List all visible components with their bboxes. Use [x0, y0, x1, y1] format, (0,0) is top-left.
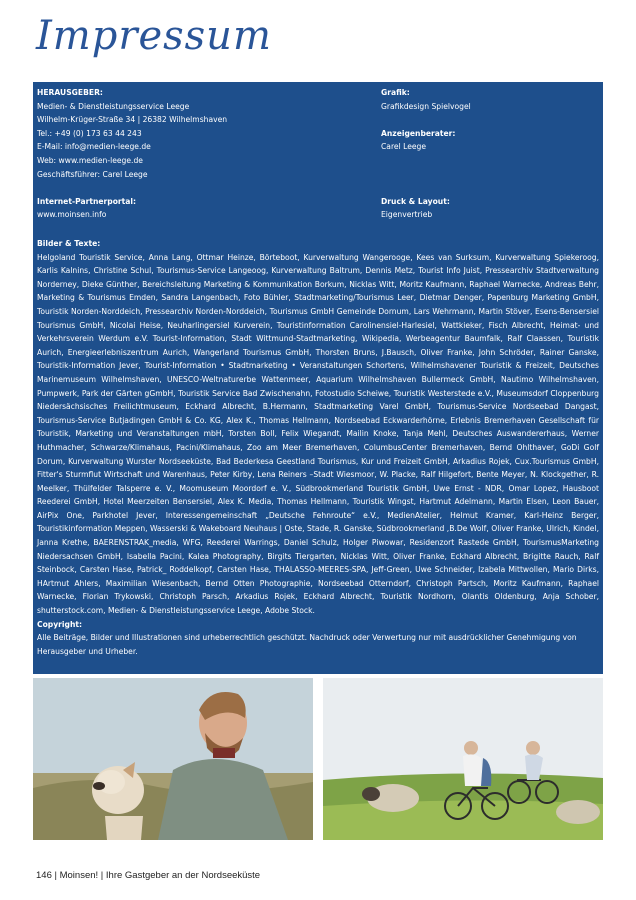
page-footer: 146 | Moinsen! | Ihre Gastgeber an der Nordseeküste [36, 870, 261, 881]
anzeigen-heading: Anzeigenberater: [381, 128, 456, 138]
druck-value: Eigenvertrieb [381, 210, 433, 220]
internet-heading: Internet-Partnerportal: [37, 196, 137, 206]
copyright-heading: Copyright: [37, 619, 83, 629]
internet-value: www.moinsen.info [37, 210, 107, 220]
photo-man-with-dog [33, 678, 313, 840]
grafik-value: Grafikdesign Spielvogel [381, 101, 471, 111]
publisher-line: Tel.: +49 (0) 173 63 44 243 [37, 128, 142, 138]
credits-heading: Bilder & Texte: [37, 239, 101, 248]
publisher-line: Wilhelm-Krüger-Straße 34 | 26382 Wilhelmshaven [37, 115, 228, 125]
copyright-text: Alle Beiträge, Bilder und Illustrationen sind urheberrechtlich geschützt. Nachdruck oder Verwertung nur mit ausdrücklicher Genehmigung von Herausgeber und Urheber. [37, 633, 577, 656]
publisher-line: Web: www.medien-leege.de [37, 155, 143, 165]
cyclists-dike-illustration [323, 678, 603, 840]
publisher-line: Geschäftsführer: Carel Leege [37, 169, 148, 179]
druck-heading: Druck & Layout: [381, 196, 450, 206]
page-title: Impressum [36, 13, 272, 59]
anzeigen-value: Carel Leege [381, 142, 427, 152]
photo-cyclists-dike [323, 678, 603, 840]
production-column [381, 86, 601, 222]
man-with-dog-illustration [33, 678, 313, 840]
grafik-heading: Grafik: [381, 88, 410, 97]
impressum-panel [33, 82, 603, 674]
publisher-heading: HERAUSGEBER: [37, 88, 103, 97]
publisher-line: Medien- & Dienstleistungsservice Leege [37, 101, 190, 111]
publisher-column [37, 86, 357, 222]
credits-section [37, 237, 599, 658]
credits-text: Helgoland Touristik Service, Anna Lang, Ottmar Heinze, Börteboot, Kurverwaltung Wangerooge, Kees van Surksum, Kurverwaltung Spiekeroog, Karlis Kalnins, Christine Schul, Tourismus-Service Langeoog, Kurverwaltung Baltrum, Dennis Metz, Tourist Info Juist, Pressearchiv Stadtverwaltung Norderney, Dieke Günther, Bereichsleitung Marketing & Kommunikation Borkum, Nicklas Witt, Moritz Kaufmann, Raphael Warnecke, Andreas Behr, Marketing & Tourismus Emden, Sandra Langenbach, Foto Bühler, Stadtmarketing/Tourismus Leer, Dietmar Denger, Papenburg Marketing GmbH, Touristik Norden-Norddeich, Pressearchiv Norden-Norddeich, Tourismus GmbH Gemeinde Dornum, Lars Wehrmann, Martin Stöver, Esens-Bensersiel Tourismus GmbH, Nicolai Heise, Neuharlingersiel Kurverein, Touristinformation Carolinensiel-Harlesiel, Wattkieker, Fisch Albrecht, Heimat- und Verkehrsverein Werdum e.V. Tourist-Information, Stadt Wittmund-Stadtmarketing, Wikipedia, Werbeagentur Baumfalk, Ralf Claassen, Touristik Aurich, Energieerlebniszentrum Aurich, Wangerland Tourismus GmbH, Thorsten Bruns, J.Bausch, Oliver Franke, John Schröder, Rainer Ganske, Touristik-Information Jever, Tourist-Information • Stadtmarketing • Veranstaltungen Schortens, Wilhelmshavener Touristik & Freizeit, Deutsches Marinemuseum Wilhelmshaven, UNESCO-Weltnaturerbe Wattenmeer, Aquarium Wilhelmshaven Bullermeck GmbH, Nautimo Wilhelmshaven, Pumpwerk, Park der Gärten gGmbH, Touristik Service Bad Zwischenahn, Fotostudio Scheiwe, Touristik Westerstede e.V., Museumsdorf Cloppenburg Niedersächsisches Freilichtmuseum, Eckhard Albrecht, B.Hermann, Stadtmarketing Varel GmbH, Tourismus-Service Nordseebad Dangast, Tourismus-Service Butjadingen GmbH & Co. KG, Alex K., Thomas Hellmann, Nordseebad Eckwarderhörne, Erlebnis Bremerhaven Gesellschaft für Touristik, Marketing und Veranstaltungen mbH, Torsten Boll, Felix Wiegandt, Mailin Knoke, Tanja Mehl, Deutsches Auswandererhaus, Werner Huthmacher, Schwarze/Klimahaus, Pacini/Klimahaus, Zoo am Meer Bremerhaven, ColumbusCenter Bremerhaven, Bernd Ohlthaver, GoDi Golf Dorum, Kurverwaltung Wurster Nordseeküste, Bad Bederkesa Geestland Tourismus, Kur und Freizeit GmbH, Arkadius Rojek, Cux.Tourismus GmbH, Fitter's Sturmflut Wirtschaft und Warenhaus, Peter Kirby, Lena Reiners –Stadt Wiesmoor, W. Placke, Ralf Hilgefort, Bente Meyer, N. Klockgether, R. Meelker, Thülfelder Talsperre e. V., Moomuseum Moordorf e. V., Südbrookmerland Touristik GmbH, Uwe Ernst - NDR, Omar Lopez, Hausboot Reederei GmbH, Hotel Meerzeiten Bensersiel, Alex K. Media, Thomas Hellmann, Touristik Wingst, Hartmut Adelmann, Martin Elsen, Leon Bauer, AirPix One, Parkhotel Jever, Interessengemeinschaft „Deutsche Fehnroute“ e.V., MedienAtelier, Helmut Kramer, Karl-Heinz Berger, Touristikinformation Meppen, Wasserski & Wakeboard Neuhaus | Oste, Stade, R. Ganske, Südbrookmerland ,B.De Wolf, Oliver Franke, Ulrich, Kindel, Janna Krethe, BAERENSTRAK_media, WFG, Reederei Warrings, Daniel Schulz, Holger Piwowar, Residenzort Rastede GmbH, TourismusMarketing Niedersachsen GmbH, Isabella Pacini, Kalea Photography, Birgits Tiergarten, Nicklas Witt, Oliver Franke, Eckhard Albrecht, Brigitte Rauch, Ralf Steinbock, Carsten Hase, Patrick_ Roddelkopf, Carsten Hase, THALASSO-MEERES-SPA, Jeff-Green, Uwe Schneider, Izabela Mittwollen, Mario Dirks, HArtmut Ahlers, Maximilian Wiesenbach, Bernd Otten Photographie, Nordseebad Otterndorf, Christoph Partsch, Moritz Kaufmann, Raphael Warnecke, Florian Trykowski, Christoph Parsch, Arkadius Rojek, Eckhard Albrecht, Touristik Nordhorn, Olantis Oldenburg, Anja Schober, shutterstock.com, Medien- & Dienstleistungsservice Leege, Adobe Stock. [37, 252, 599, 616]
publisher-line: E-Mail: info@medien-leege.de [37, 142, 151, 152]
